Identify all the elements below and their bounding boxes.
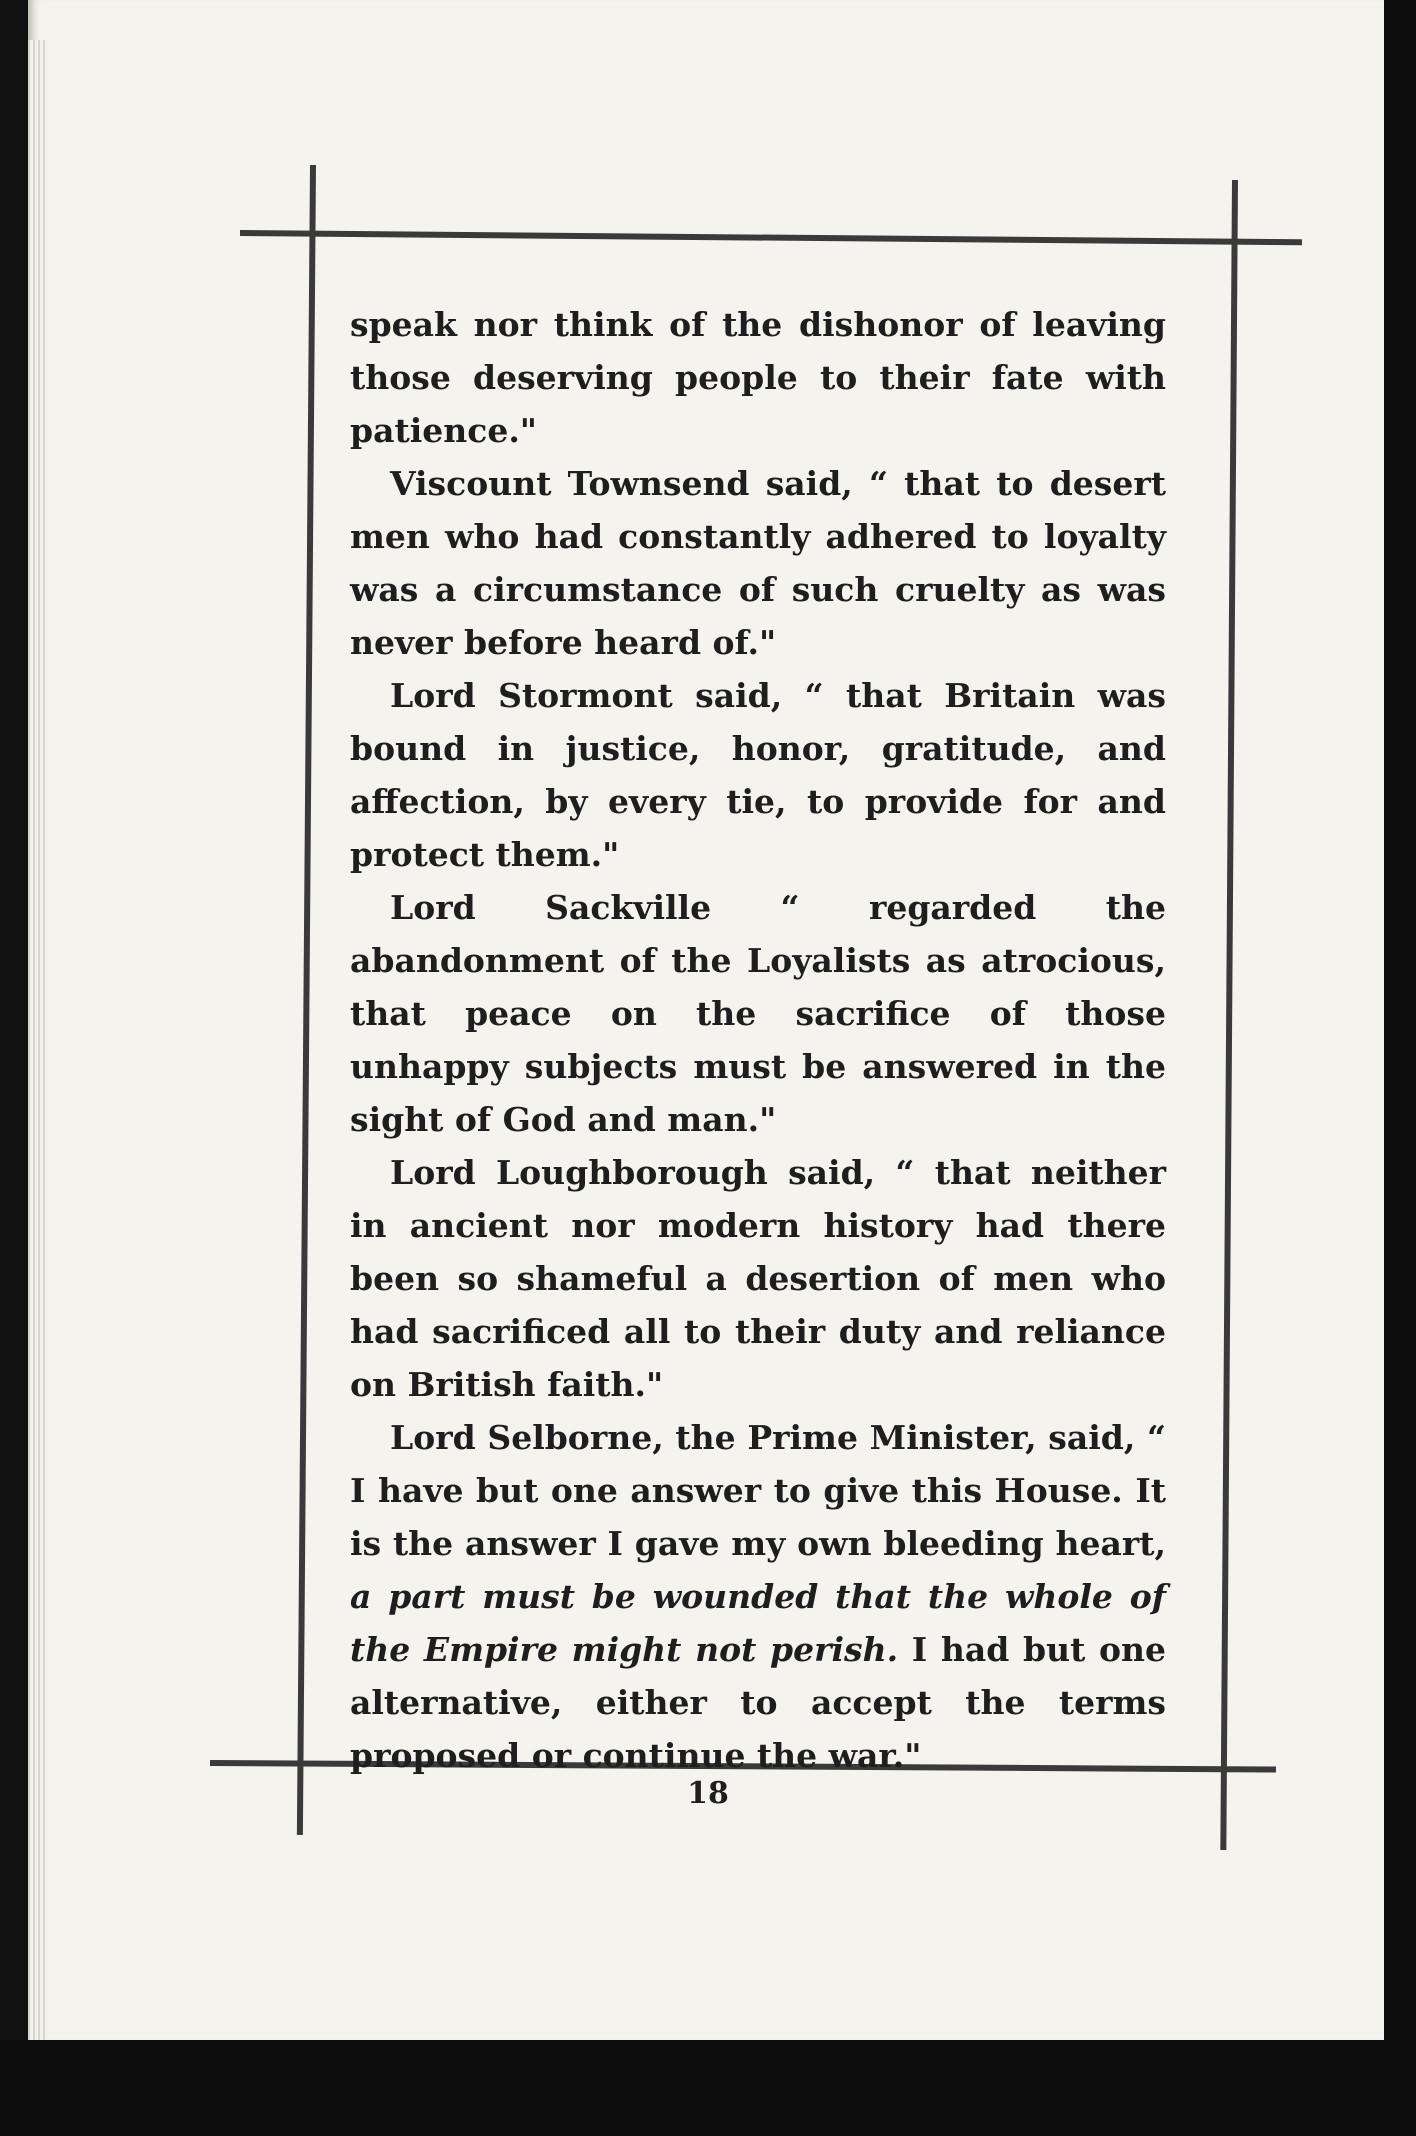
paragraph-townsend: Viscount Townsend said, “ that to desert men who had constantly adhered to loyalty was a circumstance of such cruelty as was never before heard of." <box>350 464 1166 662</box>
paragraph-loughborough: Lord Loughborough said, “ that neither in ancient nor modern history had there been so shameful a desertion of men who had sacrificed all to their duty and reliance on British faith." <box>350 1153 1166 1404</box>
selborne-italic-quote: a part must be wounded that the whole of the Empire might not perish. <box>350 1577 1166 1669</box>
selborne-text-start: Lord Selborne, the Prime Minister, said, “ I have but one answer to give this House. It is the answer I gave my own bleeding heart, <box>350 1418 1166 1563</box>
scan-border-right <box>1384 0 1416 2136</box>
page-number: 18 <box>687 1776 729 1811</box>
selborne-text-end: I had but one alternative, either to accept the terms proposed or continue the war." <box>350 1630 1166 1775</box>
paragraph-continuation: speak nor think of the dishonor of leaving those deserving people to their fate with patience." <box>350 305 1166 450</box>
scan-border-bottom <box>0 2040 1416 2136</box>
paragraph-stormont: Lord Stormont said, “ that Britain was bound in justice, honor, gratitude, and affection, by every tie, to provide for and protect them." <box>350 676 1166 874</box>
paragraph-selborne <box>350 1411 1166 1782</box>
body-text <box>350 298 1166 1782</box>
page-edges <box>28 40 48 2040</box>
paragraph-sackville: Lord Sackville “ regarded the abandonment of the Loyalists as atrocious, that peace on the sacrifice of those unhappy subjects must be answered in the sight of God and man." <box>350 888 1166 1139</box>
